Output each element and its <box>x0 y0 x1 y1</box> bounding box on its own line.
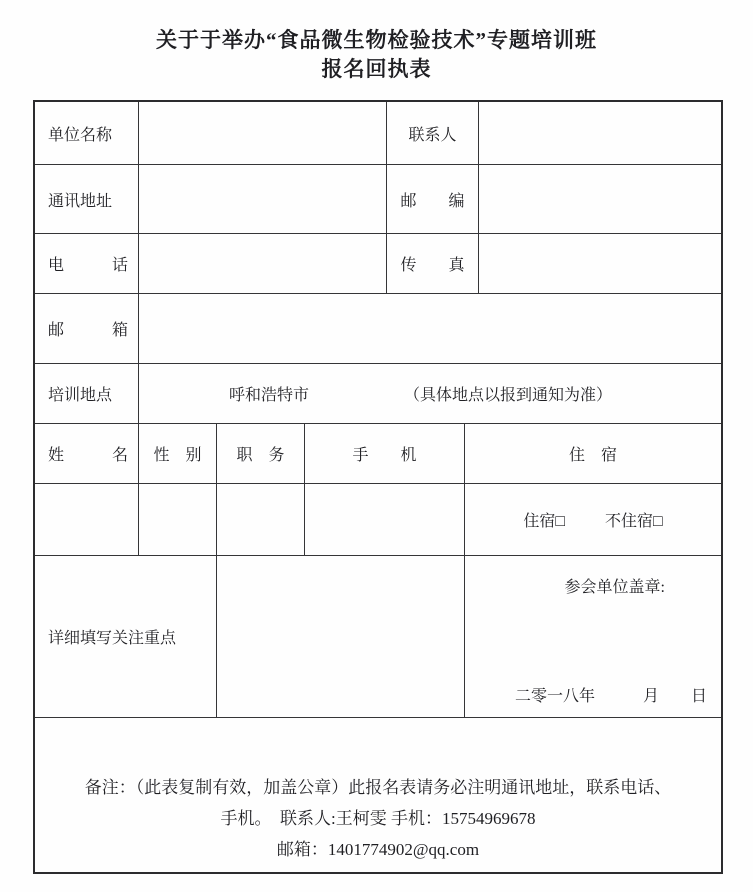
registration-form-table <box>33 100 723 874</box>
row-remark <box>35 718 721 872</box>
header-job: 职 务 <box>217 424 305 483</box>
row-attendee-entry <box>35 484 721 556</box>
contact-field[interactable] <box>479 102 721 164</box>
email-label: 邮 箱 <box>35 294 139 363</box>
remark-cell <box>35 718 721 872</box>
header-mobile: 手 机 <box>305 424 465 483</box>
form-title <box>0 0 753 84</box>
row-venue <box>35 364 721 424</box>
row-address-zip <box>35 165 721 234</box>
attendee-job-field[interactable] <box>217 484 305 555</box>
attendee-name-field[interactable] <box>35 484 139 555</box>
address-label: 通讯地址 <box>35 165 139 233</box>
address-field[interactable] <box>139 165 387 233</box>
unit-name-label: 单位名称 <box>35 102 139 164</box>
lodging-yes-checkbox[interactable]: 住宿□ <box>523 513 565 530</box>
header-gender: 性 别 <box>139 424 217 483</box>
lodging-no-checkbox[interactable]: 不住宿□ <box>605 513 663 530</box>
form-title-line2: 报名回执表 <box>321 57 432 81</box>
row-unit-contact <box>35 102 721 165</box>
venue-city: 呼和浩特市 <box>229 387 310 404</box>
form-title-line1: 关于于举办“食品微生物检验技术”专题培训班 <box>156 28 597 52</box>
stamp-cell <box>465 556 721 717</box>
venue-note: （具体地点以报到通知为准） <box>404 387 613 404</box>
zip-field[interactable] <box>479 165 721 233</box>
date-line: 二零一八年 月 日 <box>514 688 707 705</box>
row-email <box>35 294 721 364</box>
attendee-gender-field[interactable] <box>139 484 217 555</box>
venue-label: 培训地点 <box>35 364 139 423</box>
email-field[interactable] <box>139 294 721 363</box>
header-lodging: 住 宿 <box>568 447 617 464</box>
fax-field[interactable] <box>479 234 721 293</box>
zip-label: 邮 编 <box>387 165 479 233</box>
attendee-mobile-field[interactable] <box>305 484 465 555</box>
focus-field[interactable] <box>217 556 465 717</box>
phone-label: 电 话 <box>35 234 139 293</box>
fax-label: 传 真 <box>387 234 479 293</box>
stamp-label: 参会单位盖章: <box>564 579 665 596</box>
venue-field <box>139 364 721 423</box>
phone-field[interactable] <box>139 234 387 293</box>
row-phone-fax <box>35 234 721 294</box>
contact-label: 联系人 <box>387 102 479 164</box>
row-focus-stamp <box>35 556 721 718</box>
remark-line3: 邮箱：1401774902@qq.com <box>276 840 480 859</box>
focus-label: 详细填写关注重点 <box>35 556 217 717</box>
header-name: 姓 名 <box>35 424 139 483</box>
unit-name-field[interactable] <box>139 102 387 164</box>
row-attendee-header <box>35 424 721 484</box>
remark-line2: 手机。 联系人:王柯雯 手机：15754969678 <box>220 809 536 828</box>
lodging-options-cell <box>465 484 721 555</box>
remark-line1: 备注：（此表复制有效，加盖公章）此报名表请务必注明通讯地址，联系电话、 <box>84 778 672 797</box>
